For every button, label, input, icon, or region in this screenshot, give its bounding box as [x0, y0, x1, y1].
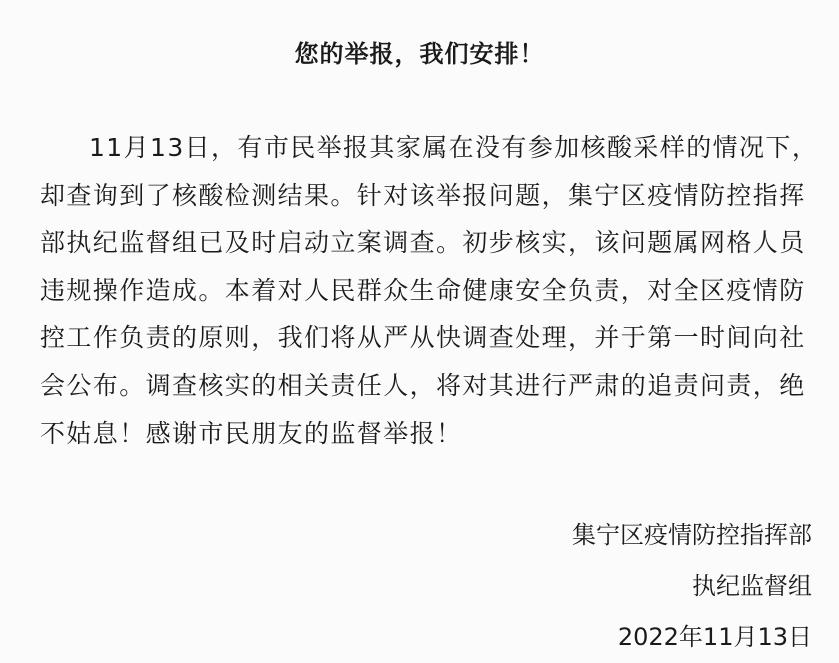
body-line: 会公布。调查核实的相关责任人，将对其进行严肃的追责问责，绝 [40, 370, 806, 400]
signature-date: 2022年11月13日 [617, 623, 812, 651]
body-line: 控工作负责的原则，我们将从严从快调查处理，并于第一时间向社 [40, 323, 806, 353]
body-line: 违规操作造成。本着对人民群众生命健康安全负责，对全区疫情防 [40, 275, 806, 305]
notice-title: 您的举报，我们安排！ [294, 40, 545, 68]
body-line: 部执纪监督组已及时启动立案调查。初步核实，该问题属网格人员 [40, 228, 806, 258]
signature-organization: 集宁区疫情防控指挥部 [572, 521, 812, 549]
signature-department: 执纪监督组 [692, 572, 812, 600]
notice-body [40, 124, 819, 457]
signature-block [572, 510, 812, 663]
body-line: 不姑息！感谢市民朋友的监督举报！ [40, 418, 463, 448]
body-line: 却查询到了核酸检测结果。针对该举报问题，集宁区疫情防控指挥 [40, 180, 806, 210]
body-line: 11月13日，有市民举报其家属在没有参加核酸采样的情况下， [89, 133, 819, 162]
